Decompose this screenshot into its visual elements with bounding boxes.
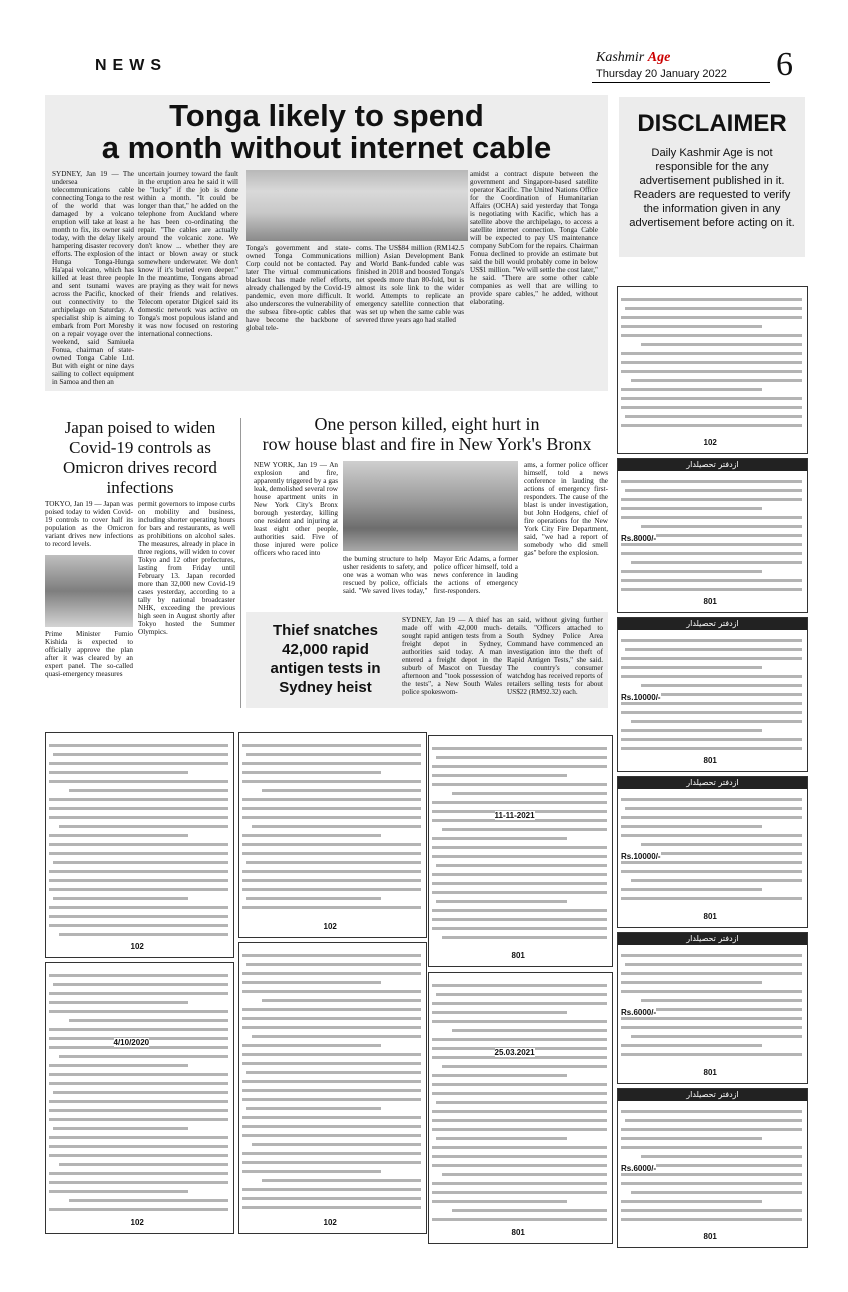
ad-text-line <box>621 406 802 409</box>
tonga-col5: amidst a contract dispute between the government and Singapore-based satellite operator Kacific. The United Nations Office for the Coordination of Humanitarian Affairs (OCHA) said yesterday that Tonga is negotiating with Kacific, which has a satellite above the archipelago, to access a satellite internet connection. Tonga Cable will be expected to pay US maintenance company SubCom for the repairs. Chairman Fonua declined to provide an estimate but said the bill would probably come in below US$1 million. "We will settle the cost later," he said. "There are some other cable companies as well that are willing to provide spare cables," he added, without elaborating. <box>470 170 598 306</box>
ad-date: 11-11-2021 <box>494 811 535 820</box>
ad-text-line <box>621 825 762 828</box>
ad-text-line <box>621 981 762 984</box>
ad-text-line <box>621 639 802 642</box>
ad-text-line <box>641 343 802 346</box>
ad-text-line <box>252 1143 421 1146</box>
japan-col1: TOKYO, Jan 19 — Japan was poised today to widen Covid-19 controls to cover half its population as the Omicron variant drives new infections to record levels. <box>45 500 133 548</box>
ad-text-line <box>621 897 802 900</box>
ad-text-line <box>621 352 802 355</box>
ad-text-line <box>53 1127 188 1130</box>
ad-text-line <box>49 1001 188 1004</box>
ad-text-line <box>432 1128 607 1131</box>
ad-text-line <box>49 870 228 873</box>
ad-amount: Rs.6000/- <box>621 1164 657 1173</box>
ad-text-line <box>621 861 802 864</box>
ad-reference-number: 801 <box>511 951 525 960</box>
ad-text-line <box>621 702 802 705</box>
tonga-col2: uncertain journey toward the fault in the eruption area he said it will be "lucky" if the job is done within a month. "It could be longer than that," he added on the telephone from Auckland where he has been co-ordinating the repair. "The cables are actually around the volcanic zone. We don't know ... whether they are intact or blown away or stuck somewhere underwater. We don't know if it's buried even deeper." In the meantime, Tongans abroad are praying as they wait for news of their friends and relatives. Telecom operator Digicel said its domestic network was active on Tonga's most populous island and it was now focused on restoring international connections. <box>138 170 238 338</box>
bronx-col1: NEW YORK, Jan 19 — An explosion and fire, apparently triggered by a gas leak, demolished several row house apartment units in New York City's Bronx borough yesterday, killing one resident and injuring at least eight other people, authorities said. Five of those injured were police officers who raced into <box>254 461 338 557</box>
ad-text-line <box>631 379 802 382</box>
ad-text-line <box>621 729 762 732</box>
ad-reference-number: 801 <box>703 1068 717 1077</box>
ad-text-line <box>49 807 228 810</box>
ad-text-line <box>432 1092 607 1095</box>
ad-amount: Rs.6000/- <box>621 1008 657 1017</box>
ad-text-line <box>621 1218 802 1221</box>
ad-text-line <box>621 954 802 957</box>
ad-text-line <box>49 762 228 765</box>
ad-header: ازدفتر تحصیلدار <box>618 933 807 945</box>
ad-text-line <box>442 1065 607 1068</box>
ad-text-line <box>442 828 607 831</box>
ad-text-line <box>69 1199 228 1202</box>
bronx-headline-line2: row house blast and fire in New York's Bronx <box>262 434 592 454</box>
ad-text-line <box>621 738 802 741</box>
japan-headline: Japan poised to widen Covid-19 controls as Omicron drives record infections <box>63 418 217 497</box>
ad-text-line <box>432 747 607 750</box>
ad-text-line <box>432 1146 607 1149</box>
volcano-photo <box>246 170 468 241</box>
ad-text-line <box>621 543 802 546</box>
ad-text-line <box>49 852 228 855</box>
ad-text-line <box>621 1200 762 1203</box>
ad-text-line <box>621 1017 802 1020</box>
ad-text-line <box>621 516 802 519</box>
ad-text-line <box>49 924 228 927</box>
ad-text-line <box>621 798 802 801</box>
ad-text-line <box>631 879 802 882</box>
ad-text-line <box>49 1118 228 1121</box>
ad-text-line <box>432 855 607 858</box>
ad-text-line <box>432 984 607 987</box>
ad-text-line <box>621 675 802 678</box>
ad-text-line <box>621 1137 762 1140</box>
ad-text-line <box>49 1208 228 1211</box>
ad-text-line <box>621 972 802 975</box>
ad-text-line <box>436 1101 607 1104</box>
ad-text-line <box>621 990 802 993</box>
ad-text-line <box>432 801 607 804</box>
ad-text-line <box>631 561 802 564</box>
ad-text-line <box>242 1008 421 1011</box>
ad-text-line <box>621 870 802 873</box>
ad-text-line <box>242 1170 381 1173</box>
ad-text-line <box>621 298 802 301</box>
ad-text-line <box>641 999 802 1002</box>
ad-text-line <box>252 825 421 828</box>
ad-text-line <box>69 789 228 792</box>
ad-text-line <box>432 1083 607 1086</box>
ad-text-line <box>242 1188 421 1191</box>
disclaimer-body: Daily Kashmir Age is not responsible for the any advertisement published in it. Readers are requested to verify the information given in any advertisement before acting on it. <box>629 147 795 229</box>
ad-reference-number: 801 <box>703 756 717 765</box>
ad-text-line <box>436 1137 567 1140</box>
ad-text-line <box>242 1026 421 1029</box>
ad-text-line <box>432 1020 607 1023</box>
ad-text-line <box>432 909 607 912</box>
ad-reference-number: 102 <box>323 922 337 931</box>
ad-text-line <box>621 1182 802 1185</box>
ad-header: ازدفتر تحصیلدار <box>618 777 807 789</box>
ad-reference-number: 801 <box>703 1232 717 1241</box>
ad-text-line <box>242 843 421 846</box>
masthead-rule <box>592 82 770 83</box>
ad-text-line <box>59 825 228 828</box>
ad-reference-number: 801 <box>703 597 717 606</box>
tonga-col1: SYDNEY, Jan 19 — The undersea telecommunications cable connecting Tonga to the rest of the world that was damaged by a volcano eruption will take at least a month to fix, its owner said today, with the delay likely hampering disaster recovery efforts. The explosion of the Hunga Tonga-Hunga Ha'apai volcano, which has killed at least three people and sent tsunami waves across the Pacific, knocked out connectivity to the archipelago on Saturday. A specialist ship is aiming to embark from Port Moresby on a repair voyage over the weekend, said Samiuela Fonua, chairman of state-owned Tonga Cable Ltd. But with eight or nine days sailing to collect equipment in Samoa and then an <box>52 170 134 386</box>
tonga-col3: Tonga's government and state-owned Tonga Communications Corp could not be contacted. Pay later The virtual communications blackout has made relief efforts, already challenged by the Covid-19 pandemic, even more difficult. It also underscores the vulnerability of the subsea fibre-optic cables that have become the backbone of global tele- <box>246 244 351 332</box>
ad-text-line <box>621 1128 802 1131</box>
ad-text-line <box>49 1109 228 1112</box>
ad-text-line <box>621 588 802 591</box>
thief-col1: SYDNEY, Jan 19 — A thief has made off with 42,000 much-sought rapid antigen tests from a freight depot in Sydney, authorities said today. A man entered a freight depot in the suburb of Mascot on Tuesday afternoon and "took possession of the tests", a New South Wales police spokeswom- <box>402 616 502 696</box>
ad-text-line <box>49 1028 228 1031</box>
ad-text-line <box>621 579 802 582</box>
ad-text-line <box>242 1134 421 1137</box>
ad-text-line <box>49 1136 228 1139</box>
ad-text-line <box>242 870 421 873</box>
ad-text-line <box>242 762 421 765</box>
ad-text-line <box>69 1019 228 1022</box>
ad-text-line <box>621 507 762 510</box>
ad-text-line <box>246 753 421 756</box>
section-label: NEWS <box>95 57 167 74</box>
ad-text-line <box>49 1172 228 1175</box>
ad-text-line <box>452 1209 607 1212</box>
ad-text-line <box>49 771 188 774</box>
ad-text-line <box>621 666 762 669</box>
ad-text-line <box>641 525 802 528</box>
ad-text-line <box>49 1100 228 1103</box>
bronx-col2: the burning structure to help usher residents to safety, and one was a woman who was rescued by police, officials said. "We saved lives today," Mayor Eric Adams, a former police officer himself, told a news conference in lauding the actions of emergency first-responders. <box>343 555 518 595</box>
ad-text-line <box>432 846 607 849</box>
ad-text-line <box>621 480 802 483</box>
ad-text-line <box>242 807 421 810</box>
ad-text-line <box>246 1071 421 1074</box>
ad-text-line <box>432 1200 567 1203</box>
ad-amount: Rs.8000/- <box>621 534 657 543</box>
ad-text-line <box>49 906 228 909</box>
ad-text-line <box>242 1098 421 1101</box>
column-divider <box>240 418 241 708</box>
ad-text-line <box>49 816 228 819</box>
ad-text-line <box>49 798 228 801</box>
ad-text-line <box>432 783 607 786</box>
ad-text-line <box>53 861 228 864</box>
ad-text-line <box>621 570 762 573</box>
ad-text-line <box>59 933 228 936</box>
ad-amount: Rs.10000/- <box>621 852 661 861</box>
ad-text-line <box>49 1190 188 1193</box>
tonga-headline-line2: a month without internet cable <box>101 130 552 165</box>
ad-text-line <box>432 1191 607 1194</box>
ad-text-line <box>242 1044 381 1047</box>
ad-text-line <box>242 816 421 819</box>
ad-text-line <box>242 771 381 774</box>
ad-text-line <box>262 999 421 1002</box>
thief-col2: an said, without giving further details. "Officers attached to South Sydney Police Area Command have commenced an investigation into the theft of Rapid Antigen Tests," she said. The country's consumer watchdog has received reports of retailers selling tests for about US$22 (RM92.32) each. <box>507 616 603 696</box>
ad-text-line <box>49 1064 188 1067</box>
bronx-headline-line1: One person killed, eight hurt in <box>314 414 540 434</box>
ad-text-line <box>432 774 567 777</box>
ad-text-line <box>452 1029 607 1032</box>
ad-text-line <box>242 1080 421 1083</box>
ad-text-line <box>242 780 421 783</box>
ad-text-line <box>49 1181 228 1184</box>
tonga-headline-line1: Tonga likely to spend <box>169 98 484 133</box>
ad-text-line <box>432 1038 607 1041</box>
ad-reference-number: 102 <box>703 438 717 447</box>
ad-text-line <box>432 1218 607 1221</box>
ad-text-line <box>53 1091 228 1094</box>
ad-text-line <box>621 325 762 328</box>
bronx-col3: ams, a former police officer himself, told a news conference in lauding the actions of emergency first-responders. The cause of the blast is under investigation, but John Hodgens, chief of fire operations for the New York City Fire Department, said, "we had a report of somebody who did smell gas" before the explosion. <box>524 461 608 557</box>
ad-text-line <box>49 974 228 977</box>
masthead-age: Age <box>647 50 671 65</box>
ad-text-line <box>49 744 228 747</box>
ad-text-line <box>252 1035 421 1038</box>
ad-header: ازدفتر تحصیلدار <box>618 1089 807 1101</box>
ad-date: 4/10/2020 <box>113 1038 150 1047</box>
ad-text-line <box>49 780 228 783</box>
ad-text-line <box>621 334 802 337</box>
ad-text-line <box>625 415 802 418</box>
ad-text-line <box>625 307 802 310</box>
ad-text-line <box>631 1035 802 1038</box>
ad-text-line <box>59 1055 228 1058</box>
ad-text-line <box>242 744 421 747</box>
ad-reference-number: 102 <box>323 1218 337 1227</box>
ad-text-line <box>53 983 228 986</box>
ad-text-line <box>621 552 802 555</box>
ad-text-line <box>436 756 607 759</box>
ad-text-line <box>625 489 802 492</box>
ad-text-line <box>49 992 228 995</box>
ad-text-line <box>432 1011 567 1014</box>
ad-text-line <box>49 1145 228 1148</box>
ad-text-line <box>246 861 421 864</box>
ad-text-line <box>432 1164 607 1167</box>
ad-text-line <box>49 915 228 918</box>
disclaimer-title: DISCLAIMER <box>637 110 787 137</box>
ad-text-line <box>242 1125 421 1128</box>
ad-text-line <box>625 963 802 966</box>
ad-text-line <box>631 720 802 723</box>
ad-text-line <box>631 1191 802 1194</box>
ad-text-line <box>621 1146 802 1149</box>
ad-text-line <box>242 879 421 882</box>
ad-text-line <box>432 765 607 768</box>
page-number: 6 <box>776 46 793 83</box>
tonga-col4: coms. The US$84 million (RM142.5 million) Asian Development Bank and World Bank-funded cable was finished in 2018 and boosted Tonga's net speeds more than 80-fold, but is almost its sole link to the wider world. Attempts to replicate an emergency satellite connection that was set up when the same cable was severed three years ago had stalled <box>356 244 464 324</box>
ad-text-line <box>53 897 188 900</box>
ad-text-line <box>432 918 607 921</box>
ad-text-line <box>641 843 802 846</box>
ad-date: 25.03.2021 <box>494 1048 535 1057</box>
ad-text-line <box>621 397 802 400</box>
ad-text-line <box>432 1182 607 1185</box>
ad-reference-number: 102 <box>130 1218 144 1227</box>
ad-text-line <box>436 900 567 903</box>
ad-text-line <box>242 1089 421 1092</box>
japan-col2: permit governors to impose curbs on mobility and business, including shorter operating hours for bars and restaurants, as well as prohibitions on alcohol sales. The measures, already in place in three regions, will widen to cover Tokyo and 12 other prefectures, lasting from Friday until February 13. Japan recorded more than 32,000 new Covid-19 cases yesterday, according to a tally by national broadcaster NHK, exceeding the previous high seen in August shortly after Tokyo hosted the Summer Olympics. <box>138 500 235 636</box>
ad-text-line <box>49 1154 228 1157</box>
urdu-ad-bottom-3 <box>428 735 613 967</box>
ad-text-line <box>621 361 802 364</box>
ad-text-line <box>621 498 802 501</box>
japan-photo <box>45 555 133 627</box>
ad-text-line <box>242 954 421 957</box>
ad-text-line <box>49 1073 228 1076</box>
ad-text-line <box>641 684 802 687</box>
ad-text-line <box>432 1110 607 1113</box>
ad-text-line <box>621 888 762 891</box>
ad-text-line <box>442 1173 607 1176</box>
ad-text-line <box>49 1010 228 1013</box>
ad-text-line <box>49 879 228 882</box>
ad-reference-number: 102 <box>130 942 144 951</box>
ad-text-line <box>242 798 421 801</box>
ad-text-line <box>452 792 607 795</box>
ad-text-line <box>242 1116 421 1119</box>
ad-text-line <box>242 1152 421 1155</box>
ad-reference-number: 801 <box>703 912 717 921</box>
ad-text-line <box>625 648 802 651</box>
ad-text-line <box>621 424 802 427</box>
ad-text-line <box>432 891 607 894</box>
ad-text-line <box>242 981 381 984</box>
ad-text-line <box>621 1209 802 1212</box>
ad-text-line <box>242 1053 421 1056</box>
ad-text-line <box>242 1017 421 1020</box>
ad-text-line <box>242 1197 421 1200</box>
ad-text-line <box>432 927 607 930</box>
ad-text-line <box>242 906 421 909</box>
ad-text-line <box>442 936 607 939</box>
masthead <box>596 50 670 66</box>
issue-date: Thursday 20 January 2022 <box>596 68 727 80</box>
ad-text-line <box>621 388 762 391</box>
ad-text-line <box>641 1155 802 1158</box>
ad-text-line <box>242 888 421 891</box>
ad-text-line <box>621 1110 802 1113</box>
japan-col1b: Prime Minister Fumio Kishida is expected to officially approve the plan after it was cleared by an expert panel. The so-called quasi-emergency measures <box>45 630 133 678</box>
ad-text-line <box>246 1107 381 1110</box>
ad-text-line <box>242 972 421 975</box>
ad-header: ازدفتر تحصیلدار <box>618 618 807 630</box>
ad-text-line <box>432 873 607 876</box>
ad-text-line <box>621 1173 802 1176</box>
ad-text-line <box>49 843 228 846</box>
ad-text-line <box>242 852 421 855</box>
ad-text-line <box>242 834 381 837</box>
ad-text-line <box>246 897 381 900</box>
ad-text-line <box>621 834 802 837</box>
ad-text-line <box>432 1155 607 1158</box>
ad-reference-number: 801 <box>511 1228 525 1237</box>
ad-text-line <box>432 1074 567 1077</box>
ad-text-line <box>53 753 228 756</box>
ad-text-line <box>621 657 802 660</box>
ad-text-line <box>625 1119 802 1122</box>
ad-text-line <box>49 1082 228 1085</box>
ad-text-line <box>246 963 421 966</box>
ad-text-line <box>242 1206 421 1209</box>
ad-header: ازدفتر تحصیلدار <box>618 459 807 471</box>
ad-text-line <box>621 747 802 750</box>
ad-text-line <box>432 1002 607 1005</box>
ad-text-line <box>625 807 802 810</box>
thief-headline: Thief snatches 42,000 rapid antigen tests in Sydney heist <box>270 622 381 696</box>
ad-text-line <box>262 1179 421 1182</box>
ad-text-line <box>49 888 228 891</box>
bronx-photo <box>343 461 518 551</box>
ad-text-line <box>432 837 567 840</box>
ad-text-line <box>432 1119 607 1122</box>
ad-text-line <box>436 864 607 867</box>
ad-text-line <box>262 789 421 792</box>
ad-text-line <box>432 882 607 885</box>
ad-text-line <box>621 316 802 319</box>
ad-text-line <box>242 1062 421 1065</box>
masthead-kashmir: Kashmir <box>596 50 648 65</box>
bronx-headline <box>246 414 608 454</box>
ad-text-line <box>242 1161 421 1164</box>
ad-amount: Rs.10000/- <box>621 693 661 702</box>
ad-text-line <box>59 1163 228 1166</box>
ad-text-line <box>621 711 802 714</box>
ad-text-line <box>621 1026 802 1029</box>
ad-text-line <box>621 1044 762 1047</box>
ad-text-line <box>49 834 188 837</box>
tonga-headline <box>45 100 608 164</box>
ad-text-line <box>242 990 421 993</box>
ad-text-line <box>621 1053 802 1056</box>
ad-text-line <box>621 370 802 373</box>
ad-text-line <box>621 816 802 819</box>
ad-text-line <box>436 993 607 996</box>
